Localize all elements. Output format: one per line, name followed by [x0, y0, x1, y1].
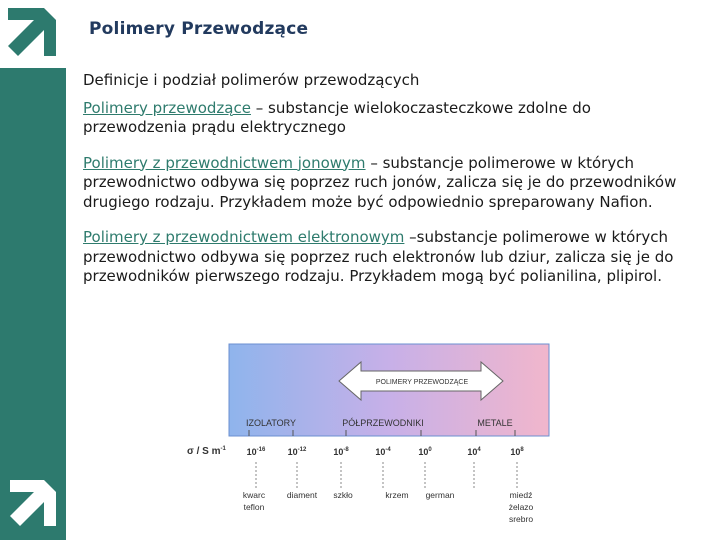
material-label: kwarc	[242, 490, 266, 500]
arrow-logo-icon	[0, 0, 66, 68]
sidebar-strip	[0, 68, 66, 540]
definition-paragraph	[83, 228, 683, 287]
material-label: miedź	[509, 490, 533, 500]
slide-content	[83, 71, 683, 303]
definitions-heading: Definicje i podział polimerów przewodzących	[83, 71, 420, 89]
arrow-logo-icon	[4, 474, 64, 534]
materials	[243, 490, 534, 524]
term-link[interactable]: Polimery z przewodnictwem jonowym	[83, 153, 366, 172]
material-label: szkło	[333, 490, 353, 500]
axis-tick-label: $10^0$	[418, 447, 432, 457]
conductivity-diagram	[183, 342, 553, 540]
material-label: diament	[286, 490, 318, 500]
material-label: żelazo	[508, 502, 534, 512]
material-label: teflon	[243, 502, 265, 512]
category-label: PÓŁPRZEWODNIKI	[342, 418, 424, 428]
category-label: METALE	[477, 418, 513, 428]
slide-title: Polimery Przewodzące	[89, 19, 309, 39]
arrow-label: POLIMERY PRZEWODZĄCE	[375, 379, 469, 386]
axis-tick-label: $10^4$	[467, 447, 481, 457]
axis-tick-label: $10^{-4}$	[375, 447, 391, 457]
term-link[interactable]: Polimery z przewodnictwem elektronowym	[83, 228, 405, 246]
definition-text: –substancje polimerowe w których przewodnictwo odbywa się poprzez ruch elektronów lub dziur, zalicza się je do przewodników pierwszego rodzaju. Przykładem mogą być polianilina, plipirol.	[83, 228, 674, 285]
definition-text: – substancje polimerowe w których przewodnictwo odbywa się poprzez ruch jonów, zalicza się je do przewodników drugiego rodzaju. Przykładem może być odpowiednio spreparowany Nafion.	[83, 153, 677, 211]
axis-tick-label: $10^{-16}$	[246, 447, 266, 457]
material-label: srebro	[508, 514, 534, 524]
definition-paragraph	[83, 154, 683, 213]
axis-tick-label: $10^{-12}$	[287, 447, 307, 457]
sidebar	[0, 0, 66, 540]
category-label: IZOLATORY	[245, 418, 297, 428]
axis-label: σ / S $m^{-1}$	[187, 446, 226, 457]
axis-tick-label: $10^8$	[510, 447, 524, 457]
definition-paragraph	[83, 99, 683, 138]
term-link[interactable]: Polimery przewodzące	[83, 98, 251, 117]
definition-text: – substancje wielokoczasteczkowe zdolne do przewodzenia prądu elektrycznego	[83, 98, 591, 136]
axis-ticks	[247, 447, 525, 488]
material-label: german	[425, 490, 455, 500]
material-label: krzem	[385, 490, 409, 500]
axis-tick-label: $10^{-8}$	[333, 447, 349, 457]
